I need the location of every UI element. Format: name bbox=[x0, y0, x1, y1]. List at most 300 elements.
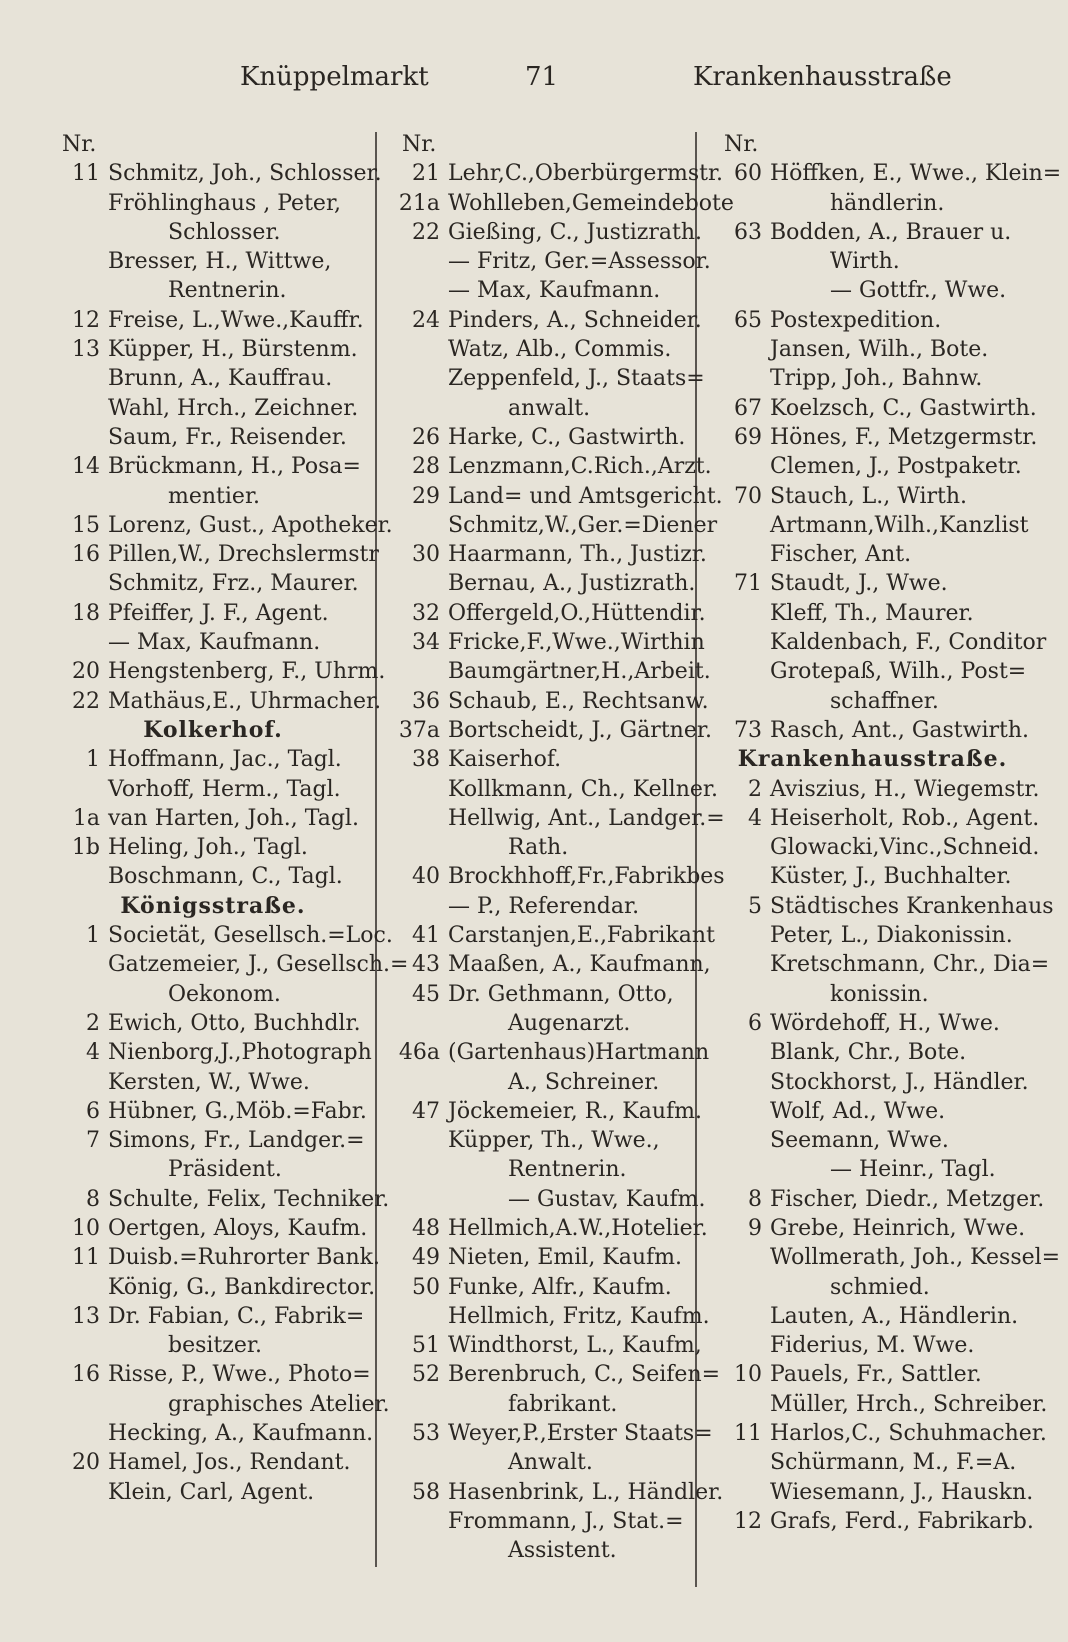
entry-text: Brückmann, H., Posa= bbox=[108, 454, 361, 480]
house-number: 8 bbox=[86, 1186, 100, 1212]
entry-text: Jansen, Wilh., Bote. bbox=[770, 337, 989, 363]
entry-text: Schürmann, M., F.=A. bbox=[770, 1450, 1017, 1476]
entry-text: König, G., Bankdirector. bbox=[108, 1274, 376, 1300]
entry-text: Augenarzt. bbox=[508, 1010, 631, 1036]
entry-text: Kretschmann, Chr., Dia= bbox=[770, 952, 1050, 978]
entry-text: schmied. bbox=[830, 1274, 930, 1300]
directory-entry bbox=[398, 1390, 698, 1419]
directory-entry bbox=[398, 1360, 721, 1389]
house-number: 4 bbox=[748, 805, 762, 831]
directory-entry bbox=[398, 306, 702, 335]
house-number: 53 bbox=[412, 1421, 440, 1447]
directory-entry bbox=[398, 189, 734, 218]
house-number: 2 bbox=[86, 1010, 100, 1036]
entry-text: Grafs, Ferd., Fabrikarb. bbox=[770, 1508, 1034, 1534]
entry-text: Hönes, F., Metzgermstr. bbox=[770, 424, 1038, 450]
entry-text: Mathäus,E., Uhrmacher. bbox=[108, 688, 382, 714]
entry-text: Städtisches Krankenhaus bbox=[770, 893, 1054, 919]
entry-text: Bortscheidt, J., Gärtner. bbox=[448, 717, 712, 743]
house-number: 29 bbox=[412, 483, 440, 509]
directory-entry bbox=[720, 1126, 1025, 1155]
entry-text: schaffner. bbox=[830, 688, 939, 714]
directory-entry bbox=[398, 482, 723, 511]
directory-entry bbox=[398, 804, 725, 833]
directory-entry bbox=[398, 1536, 698, 1565]
directory-entry bbox=[58, 628, 368, 657]
directory-entry bbox=[720, 1448, 1025, 1477]
entry-text: Höffken, E., Wwe., Klein= bbox=[770, 161, 1062, 187]
directory-entry bbox=[720, 657, 1025, 686]
house-number: 28 bbox=[412, 454, 440, 480]
house-number: 4 bbox=[86, 1040, 100, 1066]
entry-text: Offergeld,O.,Hüttendir. bbox=[448, 600, 706, 626]
directory-entry bbox=[720, 482, 1025, 511]
entry-text: Müller, Hrch., Schreiber. bbox=[770, 1391, 1048, 1417]
entry-text: Watz, Alb., Commis. bbox=[448, 337, 672, 363]
directory-entry bbox=[398, 159, 724, 188]
house-number: 37a bbox=[398, 717, 440, 743]
street-heading: Königsstraße. bbox=[120, 892, 306, 919]
entry-text: Küster, J., Buchhalter. bbox=[770, 864, 1012, 890]
entry-text: Wahl, Hrch., Zeichner. bbox=[108, 395, 359, 421]
street-heading: Krankenhausstraße. bbox=[737, 746, 1008, 773]
house-number: 11 bbox=[72, 1245, 100, 1271]
directory-entry bbox=[720, 1068, 1029, 1097]
entry-text: Pinders, A., Schneider. bbox=[448, 307, 702, 333]
entry-text: Risse, P., Wwe., Photo= bbox=[108, 1362, 371, 1388]
directory-entry bbox=[720, 1302, 1025, 1331]
entry-text: Saum, Fr., Reisender. bbox=[108, 424, 347, 450]
directory-entry bbox=[720, 1155, 1025, 1184]
entry-text: Freise, L.,Wwe.,Kauffr. bbox=[108, 307, 364, 333]
directory-entry bbox=[398, 1214, 708, 1243]
directory-entry bbox=[398, 1302, 710, 1331]
entry-text: Schulte, Felix, Techniker. bbox=[108, 1186, 390, 1212]
entry-text: Kaldenbach, F., Conditor bbox=[770, 630, 1047, 656]
directory-entry bbox=[398, 1097, 703, 1126]
entry-text: Carstanjen,E.,Fabrikant bbox=[448, 923, 715, 949]
house-number: 15 bbox=[72, 512, 100, 538]
entry-text: Hoffmann, Jac., Tagl. bbox=[108, 747, 342, 773]
directory-entry bbox=[58, 775, 368, 804]
directory-entry bbox=[720, 452, 1025, 481]
entry-text: Clemen, J., Postpaketr. bbox=[770, 454, 1022, 480]
house-number: 18 bbox=[72, 600, 100, 626]
directory-entry bbox=[720, 628, 1047, 657]
directory-entry bbox=[398, 247, 711, 276]
directory-entry bbox=[720, 1185, 1045, 1214]
entry-text: Wolf, Ad., Wwe. bbox=[770, 1098, 946, 1124]
entry-text: Klein, Carl, Agent. bbox=[108, 1479, 315, 1505]
entry-text: Rentnerin. bbox=[508, 1157, 627, 1183]
entry-text: Peter, L., Diakonissin. bbox=[770, 923, 1013, 949]
entry-text: Lenzmann,C.Rich.,Arzt. bbox=[448, 454, 712, 480]
entry-text: Grebe, Heinrich, Wwe. bbox=[770, 1215, 1026, 1241]
house-number: 13 bbox=[72, 1303, 100, 1329]
entry-text: Kleff, Th., Maurer. bbox=[770, 600, 974, 626]
entry-text: Zeppenfeld, J., Staats= bbox=[448, 366, 705, 392]
directory-entry bbox=[58, 687, 382, 716]
directory-entry bbox=[720, 1419, 1047, 1448]
directory-entry bbox=[58, 1390, 390, 1419]
directory-entry bbox=[398, 716, 712, 745]
directory-entry bbox=[58, 745, 368, 774]
entry-text: Rentnerin. bbox=[168, 278, 287, 304]
entry-text: Stockhorst, J., Händler. bbox=[770, 1069, 1029, 1095]
column-header: Nr. bbox=[402, 132, 437, 157]
house-number: 48 bbox=[412, 1215, 440, 1241]
entry-text: Oertgen, Aloys, Kaufm. bbox=[108, 1215, 368, 1241]
entry-text: Wohlleben,Gemeindebote bbox=[448, 190, 734, 216]
directory-entry bbox=[720, 189, 1025, 218]
page-number: 71 bbox=[525, 62, 559, 92]
directory-entry bbox=[58, 980, 368, 1009]
house-number: 36 bbox=[412, 688, 440, 714]
directory-entry bbox=[58, 159, 382, 188]
entry-text: Nieten, Emil, Kaufm. bbox=[448, 1245, 683, 1271]
directory-entry bbox=[58, 804, 368, 833]
entry-text: Schaub, E., Rechtsanw. bbox=[448, 688, 709, 714]
directory-entry bbox=[720, 1009, 1025, 1038]
house-number: 21 bbox=[412, 161, 440, 187]
house-number: 1b bbox=[71, 835, 100, 861]
directory-entry bbox=[398, 1331, 702, 1360]
directory-entry bbox=[58, 247, 368, 276]
house-number: 32 bbox=[412, 600, 440, 626]
directory-entry bbox=[398, 1507, 698, 1536]
directory-entry bbox=[58, 921, 393, 950]
entry-text: Hecking, A., Kaufmann. bbox=[108, 1421, 374, 1447]
entry-text: Dr. Fabian, C., Fabrik= bbox=[108, 1303, 365, 1329]
directory-entry bbox=[398, 921, 715, 950]
directory-entry bbox=[58, 394, 368, 423]
entry-text: Dr. Gethmann, Otto, bbox=[448, 981, 674, 1007]
directory-entry bbox=[58, 1243, 380, 1272]
directory-entry bbox=[58, 657, 386, 686]
entry-text: Ewich, Otto, Buchhdlr. bbox=[108, 1010, 361, 1036]
house-number: 6 bbox=[86, 1098, 100, 1124]
house-number: 24 bbox=[412, 307, 440, 333]
entry-text: Anwalt. bbox=[508, 1450, 593, 1476]
house-number: 16 bbox=[72, 1362, 100, 1388]
house-number: 10 bbox=[734, 1362, 762, 1388]
directory-entry bbox=[720, 306, 1025, 335]
entry-text: Tripp, Joh., Bahnw. bbox=[770, 366, 983, 392]
directory-entry bbox=[58, 511, 393, 540]
directory-entry bbox=[720, 980, 1025, 1009]
entry-text: Hübner, G.,Möb.=Fabr. bbox=[108, 1098, 367, 1124]
directory-entry bbox=[398, 364, 705, 393]
entry-text: Harlos,C., Schuhmacher. bbox=[770, 1421, 1047, 1447]
directory-entry bbox=[720, 364, 1025, 393]
entry-text: Duisb.=Ruhrorter Bank. bbox=[108, 1245, 380, 1271]
directory-entry bbox=[720, 1097, 1025, 1126]
directory-entry bbox=[58, 1419, 374, 1448]
entry-text: Brunn, A., Kauffrau. bbox=[108, 366, 333, 392]
entry-text: anwalt. bbox=[508, 395, 591, 421]
house-number: 8 bbox=[748, 1186, 762, 1212]
house-number: 6 bbox=[748, 1010, 762, 1036]
directory-entry bbox=[720, 599, 1025, 628]
entry-text: (Gartenhaus)Hartmann bbox=[448, 1040, 710, 1066]
directory-entry bbox=[58, 569, 368, 598]
entry-text: Hengstenberg, F., Uhrm. bbox=[108, 659, 386, 685]
entry-text: Blank, Chr., Bote. bbox=[770, 1040, 967, 1066]
directory-entry bbox=[58, 1331, 368, 1360]
directory-entry bbox=[398, 775, 718, 804]
directory-entry bbox=[58, 482, 368, 511]
directory-entry bbox=[398, 1009, 698, 1038]
directory-entry bbox=[398, 218, 703, 247]
entry-text: Lauten, A., Händlerin. bbox=[770, 1303, 1019, 1329]
entry-text: Weyer,P.,Erster Staats= bbox=[448, 1421, 713, 1447]
entry-text: Kersten, W., Wwe. bbox=[108, 1069, 310, 1095]
house-number: 10 bbox=[72, 1215, 100, 1241]
house-number: 71 bbox=[734, 571, 762, 597]
directory-entry bbox=[398, 980, 698, 1009]
house-number: 22 bbox=[72, 688, 100, 714]
house-number: 12 bbox=[72, 307, 100, 333]
directory-entry bbox=[398, 1478, 724, 1507]
entry-text: Brockhhoff,Fr.,Fabrikbes bbox=[448, 864, 725, 890]
entry-text: — Max, Kaufmann. bbox=[108, 630, 321, 656]
house-number: 11 bbox=[72, 161, 100, 187]
house-number: 67 bbox=[734, 395, 762, 421]
house-number: 50 bbox=[412, 1274, 440, 1300]
directory-entry bbox=[720, 1243, 1061, 1272]
directory-entry bbox=[398, 833, 698, 862]
entry-text: Baumgärtner,H.,Arbeit. bbox=[448, 659, 711, 685]
directory-entry bbox=[720, 159, 1062, 188]
column-1 bbox=[58, 130, 409, 1507]
house-number: 60 bbox=[734, 161, 762, 187]
directory-entry bbox=[398, 745, 698, 774]
entry-text: händlerin. bbox=[830, 190, 945, 216]
entry-text: Rasch, Ant., Gastwirth. bbox=[770, 717, 1030, 743]
entry-text: Lehr,C.,Oberbürgermstr. bbox=[448, 161, 724, 187]
directory-entry bbox=[720, 1038, 1025, 1067]
directory-entry bbox=[398, 1068, 698, 1097]
entry-text: Hellwig, Ant., Landger.= bbox=[448, 805, 725, 831]
house-number: 63 bbox=[734, 219, 762, 245]
directory-entry bbox=[720, 247, 1025, 276]
entry-text: Kollkmann, Ch., Kellner. bbox=[448, 776, 718, 802]
entry-text: Rath. bbox=[508, 835, 569, 861]
entry-text: Hasenbrink, L., Händler. bbox=[448, 1479, 724, 1505]
entry-text: Koelzsch, C., Gastwirth. bbox=[770, 395, 1037, 421]
directory-entry bbox=[58, 1009, 368, 1038]
directory-entry bbox=[58, 1126, 368, 1155]
directory-entry bbox=[720, 862, 1025, 891]
entry-text: Staudt, J., Wwe. bbox=[770, 571, 948, 597]
directory-entry bbox=[58, 276, 368, 305]
directory-entry bbox=[720, 394, 1037, 423]
entry-text: Stauch, L., Wirth. bbox=[770, 483, 968, 509]
directory-entry bbox=[720, 1360, 1025, 1389]
directory-entry bbox=[398, 1419, 713, 1448]
directory-entry bbox=[720, 804, 1040, 833]
entry-text: konissin. bbox=[830, 981, 929, 1007]
directory-entry bbox=[398, 950, 711, 979]
directory-entry bbox=[398, 1243, 698, 1272]
entry-text: Hellmich,A.W.,Hotelier. bbox=[448, 1215, 708, 1241]
column-2 bbox=[398, 130, 734, 1566]
directory-entry bbox=[720, 218, 1025, 247]
house-number: 20 bbox=[72, 659, 100, 685]
directory-entry bbox=[720, 1273, 1025, 1302]
house-number: 11 bbox=[734, 1421, 762, 1447]
entry-text: Fiderius, M. Wwe. bbox=[770, 1333, 975, 1359]
column-header: Nr. bbox=[724, 132, 759, 157]
house-number: 30 bbox=[412, 542, 440, 568]
house-number: 13 bbox=[72, 337, 100, 363]
entry-text: Bresser, H., Wittwe, bbox=[108, 249, 332, 275]
column-divider bbox=[375, 132, 377, 1567]
entry-text: Fröhlinghaus , Peter, bbox=[108, 190, 342, 216]
directory-entry bbox=[398, 657, 711, 686]
directory-entry bbox=[58, 1185, 390, 1214]
entry-text: fabrikant. bbox=[508, 1391, 618, 1417]
directory-entry bbox=[720, 1214, 1025, 1243]
directory-entry bbox=[398, 687, 709, 716]
house-number: 45 bbox=[412, 981, 440, 1007]
entry-text: Lorenz, Gust., Apotheker. bbox=[108, 512, 393, 538]
directory-entry bbox=[720, 1478, 1034, 1507]
house-number: 34 bbox=[412, 630, 440, 656]
directory-entry bbox=[398, 1185, 706, 1214]
entry-text: — Max, Kaufmann. bbox=[448, 278, 661, 304]
directory-entry bbox=[720, 950, 1050, 979]
directory-entry bbox=[398, 394, 698, 423]
directory-entry bbox=[58, 423, 368, 452]
directory-entry bbox=[58, 306, 368, 335]
house-number: 41 bbox=[412, 923, 440, 949]
house-number: 1 bbox=[86, 747, 100, 773]
entry-text: mentier. bbox=[168, 483, 261, 509]
house-number: 40 bbox=[412, 864, 440, 890]
directory-entry bbox=[398, 1155, 698, 1184]
directory-entry bbox=[58, 218, 368, 247]
entry-text: Grotepaß, Wilh., Post= bbox=[770, 659, 1027, 685]
column-3 bbox=[720, 130, 1062, 1536]
house-number: 38 bbox=[412, 747, 440, 773]
house-number: 1 bbox=[86, 923, 100, 949]
house-number: 47 bbox=[412, 1098, 440, 1124]
directory-entry bbox=[58, 1273, 376, 1302]
directory-entry bbox=[58, 540, 379, 569]
entry-text: Wirth. bbox=[830, 249, 900, 275]
directory-entry bbox=[398, 862, 725, 891]
directory-entry bbox=[58, 1038, 372, 1067]
directory-entry bbox=[720, 775, 1040, 804]
entry-text: Präsident. bbox=[168, 1157, 282, 1183]
entry-text: Assistent. bbox=[508, 1538, 617, 1564]
entry-text: Bodden, A., Brauer u. bbox=[770, 219, 1012, 245]
entry-text: Hellmich, Fritz, Kaufm. bbox=[448, 1303, 710, 1329]
entry-text: Maaßen, A., Kaufmann, bbox=[448, 952, 711, 978]
entry-text: — Heinr., Tagl. bbox=[830, 1157, 996, 1183]
directory-entry bbox=[398, 569, 698, 598]
directory-entry bbox=[58, 833, 368, 862]
directory-entry bbox=[720, 569, 1025, 598]
directory-entry bbox=[720, 335, 1025, 364]
directory-entry bbox=[720, 1331, 1025, 1360]
entry-text: Fischer, Ant. bbox=[770, 542, 912, 568]
directory-entry bbox=[58, 1214, 368, 1243]
house-number: 51 bbox=[412, 1333, 440, 1359]
directory-entry bbox=[58, 1068, 368, 1097]
entry-text: graphisches Atelier. bbox=[168, 1391, 390, 1417]
house-number: 43 bbox=[412, 952, 440, 978]
house-number: 70 bbox=[734, 483, 762, 509]
directory-entry bbox=[398, 1126, 698, 1155]
entry-text: Gatzemeier, J., Gesellsch.= bbox=[108, 952, 409, 978]
entry-text: Schmitz, Frz., Maurer. bbox=[108, 571, 359, 597]
entry-text: Kaiserhof. bbox=[448, 747, 562, 773]
entry-text: Vorhoff, Herm., Tagl. bbox=[108, 776, 341, 802]
entry-text: Boschmann, C., Tagl. bbox=[108, 864, 343, 890]
house-number: 2 bbox=[748, 776, 762, 802]
entry-text: Artmann,Wilh.,Kanzlist bbox=[770, 512, 1029, 538]
directory-entry bbox=[720, 833, 1040, 862]
house-number: 26 bbox=[412, 424, 440, 450]
directory-entry bbox=[398, 452, 712, 481]
directory-entry bbox=[58, 1478, 368, 1507]
entry-text: Wiesemann, J., Hauskn. bbox=[770, 1479, 1034, 1505]
directory-entry bbox=[398, 892, 698, 921]
entry-text: A., Schreiner. bbox=[508, 1069, 660, 1095]
directory-entry bbox=[58, 862, 368, 891]
entry-text: — Gottfr., Wwe. bbox=[830, 278, 1007, 304]
entry-text: Haarmann, Th., Justizr. bbox=[448, 542, 707, 568]
directory-entry bbox=[58, 335, 368, 364]
directory-entry bbox=[398, 276, 698, 305]
entry-text: Nienborg,J.,Photograph bbox=[108, 1040, 372, 1066]
house-number: 12 bbox=[734, 1508, 762, 1534]
house-number: 22 bbox=[412, 219, 440, 245]
directory-entry bbox=[398, 540, 707, 569]
entry-text: Aviszius, H., Wiegemstr. bbox=[770, 776, 1040, 802]
entry-text: Windthorst, L., Kaufm, bbox=[448, 1333, 702, 1359]
entry-text: Fricke,F.,Wwe.,Wirthin bbox=[448, 630, 705, 656]
directory-entry bbox=[398, 1273, 698, 1302]
street-heading: Kolkerhof. bbox=[143, 716, 283, 743]
entry-text: Glowacki,Vinc.,Schneid. bbox=[770, 835, 1040, 861]
directory-entry bbox=[398, 1038, 710, 1067]
entry-text: Bernau, A., Justizrath. bbox=[448, 571, 696, 597]
entry-text: Hamel, Jos., Rendant. bbox=[108, 1450, 351, 1476]
entry-text: — Fritz, Ger.=Assessor. bbox=[448, 249, 711, 275]
house-number: 1a bbox=[72, 805, 100, 831]
directory-entry bbox=[398, 335, 698, 364]
entry-text: Schmitz, Joh., Schlosser. bbox=[108, 161, 382, 187]
entry-text: Frommann, J., Stat.= bbox=[448, 1508, 684, 1534]
directory-entry bbox=[398, 511, 718, 540]
directory-entry bbox=[720, 540, 1025, 569]
entry-text: Fischer, Diedr., Metzger. bbox=[770, 1186, 1045, 1212]
directory-entry bbox=[720, 892, 1054, 921]
directory-entry bbox=[398, 423, 698, 452]
entry-text: van Harten, Joh., Tagl. bbox=[108, 805, 359, 831]
house-number: 16 bbox=[72, 542, 100, 568]
directory-entry bbox=[398, 599, 706, 628]
entry-text: Küpper, H., Bürstenm. bbox=[108, 337, 358, 363]
house-number: 73 bbox=[734, 717, 762, 743]
house-number: 14 bbox=[72, 454, 100, 480]
directory-entry bbox=[720, 1507, 1034, 1536]
entry-text: — Gustav, Kaufm. bbox=[508, 1186, 706, 1212]
house-number: 49 bbox=[412, 1245, 440, 1271]
